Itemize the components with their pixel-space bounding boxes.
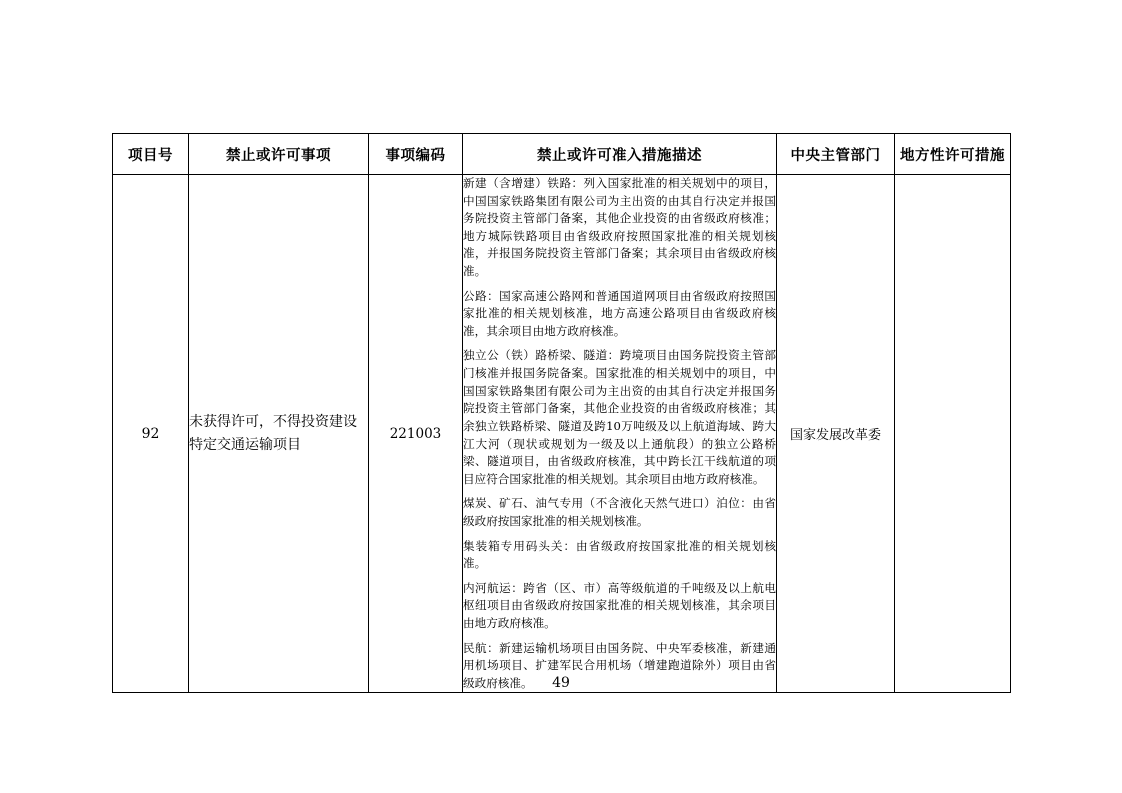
table-row: [113, 175, 1011, 693]
column-header-central-department: 中央主管部门: [777, 134, 895, 175]
description-paragraph: 民航：新建运输机场项目由国务院、中央军委核准，新建通用机场项目、扩建军民合用机场（增建跑道除外）项目由省级政府核准。: [463, 640, 776, 690]
cell-central-department: 国家发展改革委: [777, 175, 895, 693]
cell-matter: 未获得许可，不得投资建设特定交通运输项目: [189, 175, 369, 693]
table-body: [113, 175, 1011, 693]
table-header-row: [113, 134, 1011, 175]
table-header: [113, 134, 1011, 175]
column-header-local-measure: 地方性许可措施: [895, 134, 1011, 175]
page-number: 49: [552, 675, 570, 691]
description-paragraph: 煤炭、矿石、油气专用（不含液化天然气进口）泊位：由省级政府按国家批准的相关规划核准。: [463, 496, 776, 528]
cell-local-measure: [895, 175, 1011, 693]
column-header-matter-code: 事项编码: [369, 134, 463, 175]
column-header-project-number: 项目号: [113, 134, 189, 175]
regulation-table: [112, 133, 1011, 693]
column-header-measure-description: 禁止或许可准入措施描述: [463, 134, 777, 175]
column-header-matter: 禁止或许可事项: [189, 134, 369, 175]
cell-measure-description: [463, 175, 777, 693]
cell-matter-code: 221003: [369, 175, 463, 693]
description-paragraph: 独立公（铁）路桥梁、隧道：跨境项目由国务院投资主管部门核准并报国务院备案。国家批准的相关规划中的项目，中国国家铁路集团有限公司为主出资的由其自行决定并报国务院投资主管部门备案，其他企业投资的由省级政府核准；其余独立铁路桥梁、隧道及跨10万吨级及以上航道海域、跨大江大河（现状或规划为一级及以上通航段）的独立公路桥梁、隧道项目，由省级政府核准，其中跨长江干线航道的项目应符合国家批准的相关规划。其余项目由地方政府核准。: [463, 348, 776, 486]
description-paragraph: 内河航运：跨省（区、市）高等级航道的千吨级及以上航电枢纽项目由省级政府按国家批准的相关规划核准，其余项目由地方政府核准。: [463, 580, 776, 631]
description-paragraph: 公路：国家高速公路网和普通国道网项目由省级政府按照国家批准的相关规划核准，地方高速公路项目由省级政府核准，其余项目由地方政府核准。: [463, 288, 776, 338]
cell-project-number: 92: [113, 175, 189, 693]
regulation-table-container: [112, 133, 1010, 693]
description-paragraph: 新建（含增建）铁路：列入国家批准的相关规划中的项目，中国国家铁路集团有限公司为主出资的由其自行决定并报国务院投资主管部门备案，其他企业投资的由省级政府核准；地方城际铁路项目由省级政府按照国家批准的相关规划核准，并报国务院投资主管部门备案；其余项目由省级政府核准。: [463, 176, 776, 279]
description-paragraph: 集装箱专用码头关：由省级政府按国家批准的相关规划核准。: [463, 538, 776, 571]
